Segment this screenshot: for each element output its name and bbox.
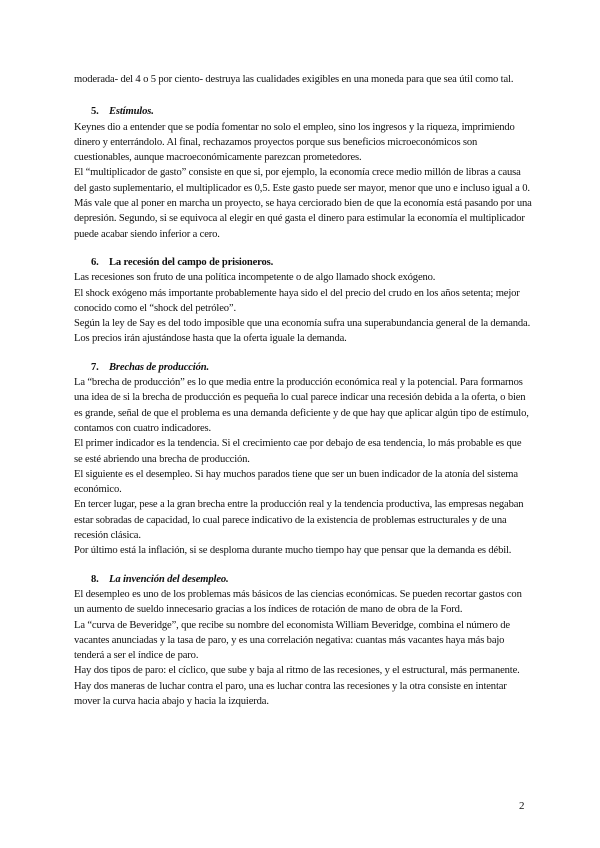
intro-paragraph: moderada- del 4 o 5 por ciento- destruya las cualidades exigibles en una moneda para que sea útil como tal. [74, 74, 514, 85]
paragraph: La “brecha de producción” es lo que media entre la producción económica real y la potencial. Para formarnos una idea de si la brecha de producción es pequeña lo cual parece indicar una recesión debida a la oferta, o bien es grande, señal de que el problema es una demanda deficiente y de que hay que aplicar algún tipo de estímulo, contamos con cuatro indicadores. [74, 377, 529, 434]
section-invencion-desempleo [74, 572, 532, 710]
section-recesion-campo-prisioneros [74, 255, 532, 347]
paragraph: El shock exógeno más importante probablemente haya sido el del precio del crudo en los años setenta; mejor conocido como el “shock del petróleo”. [74, 287, 520, 314]
section-heading [74, 360, 532, 375]
paragraph: El primer indicador es la tendencia. Si el crecimiento cae por debajo de esa tendencia, lo más probable es que se esté abriendo una brecha de producción. [74, 438, 522, 465]
section-number: 8. [91, 573, 99, 585]
section-title: La invención del desempleo. [109, 573, 229, 585]
section-title: La recesión del campo de prisioneros. [109, 256, 274, 268]
paragraph: Las recesiones son fruto de una política incompetente o de algo llamado shock exógeno. [74, 272, 436, 284]
section-number: 6. [91, 256, 99, 268]
page-number: 2 [519, 800, 525, 812]
paragraph: En tercer lugar, pese a la gran brecha entre la producción real y la tendencia productiva, las empresas negaban estar sobradas de capacidad, lo cual parece indicativo de la existencia de problemas estructurales y de una recesión clásica. [74, 499, 524, 542]
section-heading [74, 104, 532, 119]
paragraph: Más vale que al poner en marcha un proyecto, se haya cerciorado bien de que la economía está pasando por una depresión. Segundo, si se equivoca al elegir en qué gasta el dinero para estimular la economía el multiplicador puede acabar siendo inferior a cero. [74, 198, 532, 240]
paragraph: El siguiente es el desempleo. Si hay muchos parados tiene que ser un buen indicador de la atonía del sistema económico. [74, 468, 518, 496]
section-title: Brechas de producción. [109, 361, 209, 373]
section-heading [74, 572, 532, 587]
paragraph: El “multiplicador de gasto” consiste en que si, por ejemplo, la economía crece medio millón de libras a causa del gasto suplementario, el multiplicador es 0,5. Este gasto puede ser mayor, menor que uno e incluso igual a 0. [74, 167, 530, 194]
paragraph: Por último está la inflación, si se desploma durante mucho tiempo hay que pensar que la demanda es débil. [74, 545, 512, 557]
section-title: Estímulos. [109, 106, 154, 118]
section-heading [74, 255, 532, 270]
section-estimulos [74, 104, 532, 242]
paragraph: La “curva de Beveridge”, que recibe su nombre del economista William Beveridge, combina el número de vacantes anunciadas y la tasa de paro, y es una correlación negativa: cuantas más vacantes haya más bajo tenderá a ser el índice de paro. [74, 619, 510, 662]
paragraph: Según la ley de Say es del todo imposible que una economía sufra una superabundancia general de la demanda. Los precios irán ajustándose hasta que la oferta iguale la demanda. [74, 318, 531, 345]
paragraph: Hay dos tipos de paro: el cíclico, que sube y baja al ritmo de las recesiones, y el estructural, más permanente. Hay dos maneras de luchar contra el paro, una es luchar contra las recesiones y la otra consiste en intentar mover la curva hacia abajo y hacia la izquierda. [74, 665, 520, 707]
paragraph: Keynes dio a entender que se podía fomentar no solo el empleo, sino los ingresos y la riqueza, imprimiendo dinero y enterrándolo. Al final, rechazamos proyectos porque sus beneficios microeconómicos son cuestionables, aunque macroeconómicamente parezcan prometedores. [74, 121, 515, 164]
section-number: 7. [91, 361, 99, 373]
document-page [74, 72, 532, 709]
section-number: 5. [91, 106, 99, 118]
paragraph: El desempleo es uno de los problemas más básicos de las ciencias económicas. Se pueden recortar gastos con un aumento de sueldo innecesario gracias a los índices de rotación de mano de obra de la Ford. [74, 588, 522, 616]
section-brechas-produccion [74, 360, 532, 559]
